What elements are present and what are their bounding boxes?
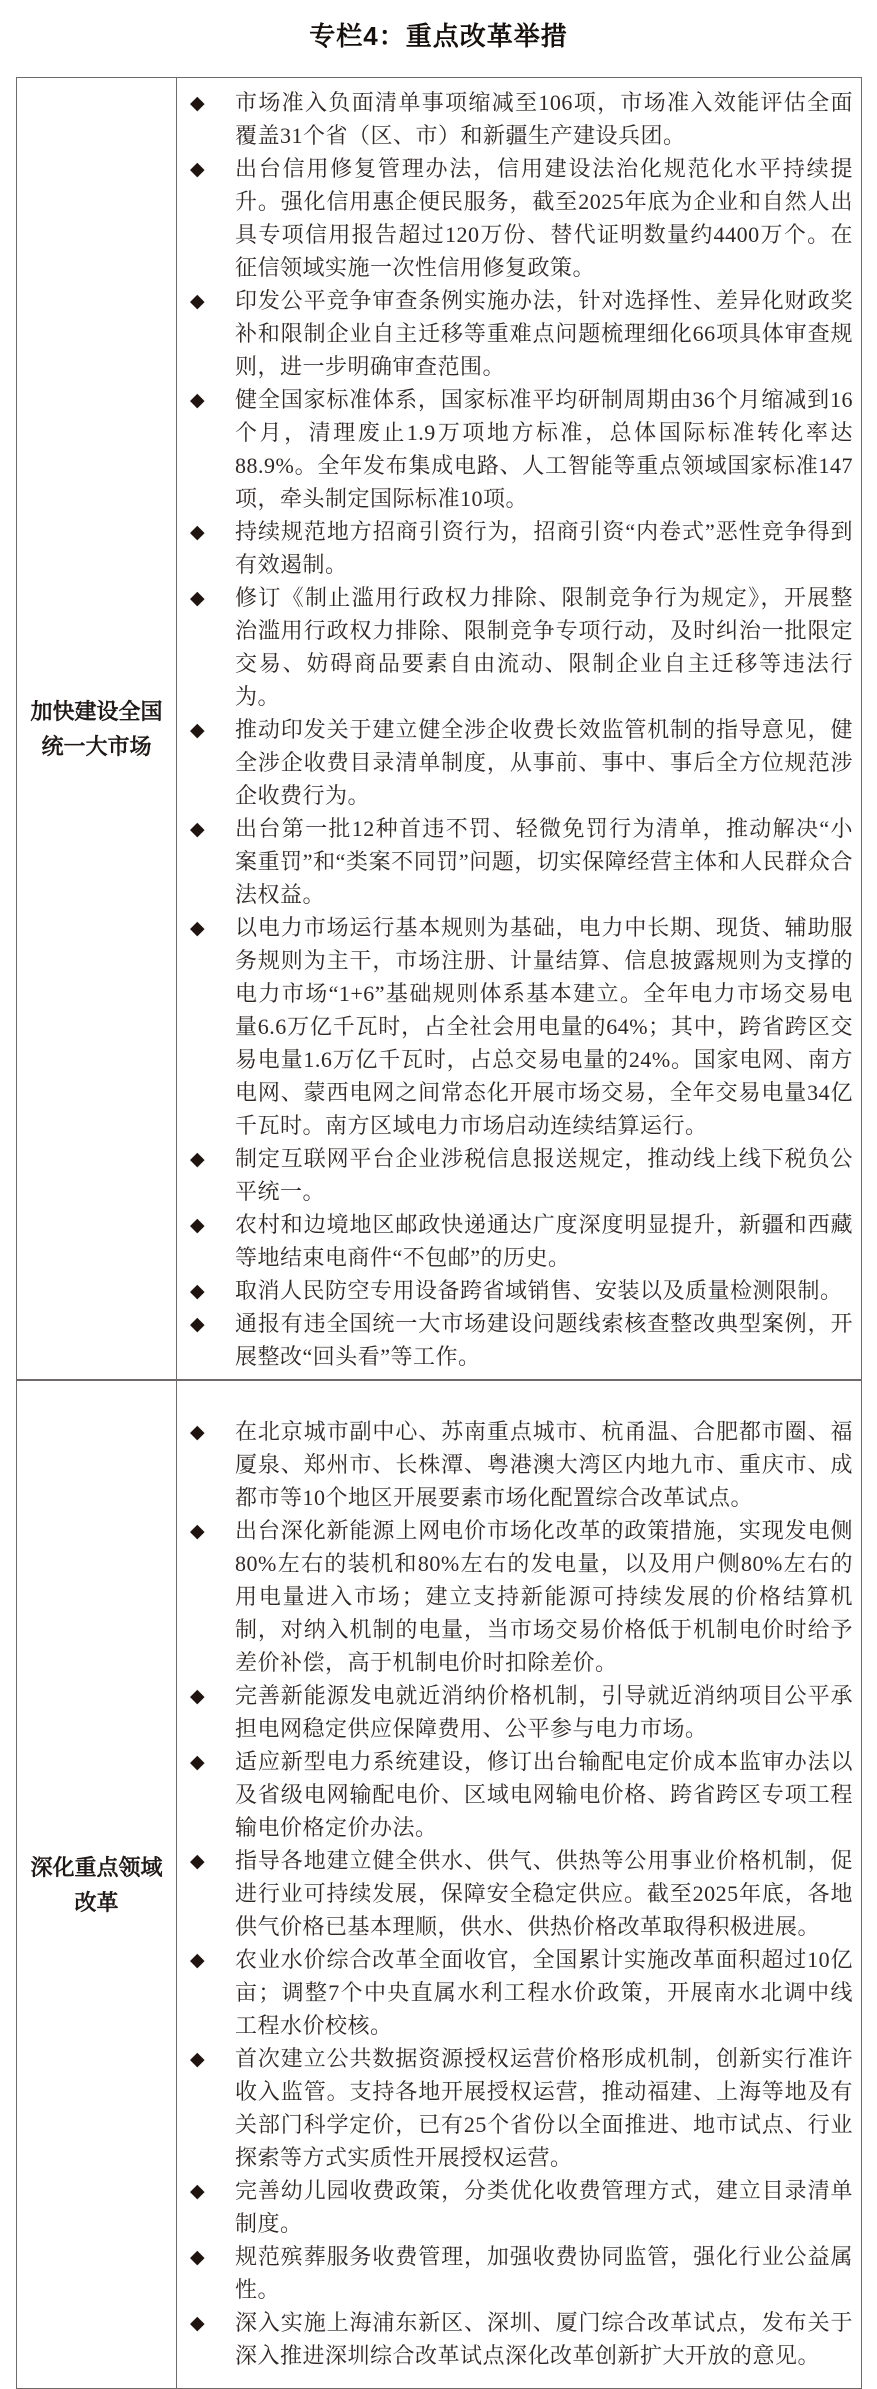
- measure-item: [177, 812, 853, 911]
- measure-item: [177, 2240, 853, 2306]
- measure-text: 完善幼儿园收费政策，分类优化收费管理方式，建立目录清单制度。: [235, 2178, 853, 2236]
- measure-item: [177, 1142, 853, 1208]
- measure-item: [177, 383, 853, 515]
- measure-text: 推动印发关于建立健全涉企收费长效监管机制的指导意见，健全涉企收费目录清单制度，从事前、事中、事后全方位规范涉企收费行为。: [235, 717, 853, 808]
- row-header-label: 加快建设全国统一大市场: [30, 698, 163, 759]
- measure-item: [177, 1679, 853, 1745]
- measure-text: 规范殡葬服务收费管理，加强收费协同监管，强化行业公益属性。: [235, 2244, 853, 2302]
- row-header-key-areas: [17, 1381, 177, 2388]
- diamond-bullet-icon: ◆: [190, 1949, 205, 1971]
- measure-item: [177, 1274, 853, 1307]
- measure-item: [177, 581, 853, 713]
- measure-text: 取消人民防空专用设备跨省域销售、安装以及质量检测限制。: [235, 1278, 843, 1303]
- diamond-bullet-icon: ◆: [190, 1751, 205, 1773]
- measure-item: [177, 86, 853, 152]
- page-title: 专栏4：重点改革举措: [309, 21, 568, 51]
- measure-text: 深入实施上海浦东新区、深圳、厦门综合改革试点，发布关于深入推进深圳综合改革试点深化改革创新扩大开放的意见。: [235, 2310, 853, 2368]
- table-row-unified-market: [17, 78, 861, 1379]
- measure-text: 出台信用修复管理办法，信用建设法治化规范化水平持续提升。强化信用惠企便民服务，截至2025年底为企业和自然人出具专项信用报告超过120万份、替代证明数量约4400万个。在征信领域实施一次性信用修复政策。: [235, 156, 853, 280]
- measure-text: 市场准入负面清单事项缩减至106项，市场准入效能评估全面覆盖31个省（区、市）和新疆生产建设兵团。: [235, 90, 853, 148]
- measure-text: 农业水价综合改革全面收官，全国累计实施改革面积超过10亿亩；调整7个中央直属水利工程水价政策，开展南水北调中线工程水价校核。: [235, 1947, 853, 2038]
- measure-text: 出台深化新能源上网电价市场化改革的政策措施，实现发电侧80%左右的装机和80%左右的发电量，以及用户侧80%左右的用电量进入市场；建立支持新能源可持续发展的价格结算机制，对纳入机制的电量，当市场交易价格低于机制电价时给予差价补偿，高于机制电价时扣除差价。: [235, 1518, 853, 1675]
- measure-item: [177, 1745, 853, 1844]
- row-header-unified-market: [17, 78, 177, 1379]
- diamond-bullet-icon: ◆: [190, 1280, 205, 1302]
- measure-text: 适应新型电力系统建设，修订出台输配电定价成本监审办法以及省级电网输配电价、区域电网输电价格、跨省跨区专项工程输电价格定价办法。: [235, 1749, 853, 1840]
- diamond-bullet-icon: ◆: [190, 917, 205, 939]
- measures-cell-key-areas: [177, 1381, 861, 2388]
- measure-text: 持续规范地方招商引资行为，招商引资“内卷式”恶性竞争得到有效遏制。: [235, 519, 853, 577]
- diamond-bullet-icon: ◆: [190, 1421, 205, 1443]
- measure-item: [177, 1307, 853, 1373]
- measure-item: [177, 911, 853, 1142]
- measure-text: 首次建立公共数据资源授权运营价格形成机制，创新实行准许收入监管。支持各地开展授权运营，推动福建、上海等地及有关部门科学定价，已有25个省份以全面推进、地市试点、行业探索等方式实质性开展授权运营。: [235, 2046, 853, 2170]
- diamond-bullet-icon: ◆: [190, 1148, 205, 1170]
- diamond-bullet-icon: ◆: [190, 158, 205, 180]
- diamond-bullet-icon: ◆: [190, 1685, 205, 1707]
- diamond-bullet-icon: ◆: [190, 290, 205, 312]
- measure-list: [177, 1415, 853, 2372]
- measure-text: 完善新能源发电就近消纳价格机制，引导就近消纳项目公平承担电网稳定供应保障费用、公平参与电力市场。: [235, 1683, 853, 1741]
- measure-text: 印发公平竞争审查条例实施办法，针对选择性、差异化财政奖补和限制企业自主迁移等重难点问题梳理细化66项具体审查规则，进一步明确审查范围。: [235, 288, 853, 379]
- measure-text: 制定互联网平台企业涉税信息报送规定，推动线上线下税负公平统一。: [235, 1146, 853, 1204]
- diamond-bullet-icon: ◆: [190, 1313, 205, 1335]
- measure-item: [177, 284, 853, 383]
- measure-text: 出台第一批12种首违不罚、轻微免罚行为清单，推动解决“小案重罚”和“类案不同罚”问题，切实保障经营主体和人民群众合法权益。: [235, 816, 853, 907]
- measure-text: 通报有违全国统一大市场建设问题线索核查整改典型案例，开展整改“回头看”等工作。: [235, 1311, 853, 1369]
- measure-item: [177, 1844, 853, 1943]
- measure-item: [177, 1514, 853, 1679]
- diamond-bullet-icon: ◆: [190, 2180, 205, 2202]
- measure-item: [177, 152, 853, 284]
- diamond-bullet-icon: ◆: [190, 1520, 205, 1542]
- diamond-bullet-icon: ◆: [190, 2246, 205, 2268]
- measure-text: 在北京城市副中心、苏南重点城市、杭甬温、合肥都市圈、福厦泉、郑州市、长株潭、粤港澳大湾区内地九市、重庆市、成都市等10个地区开展要素市场化配置综合改革试点。: [235, 1419, 853, 1510]
- diamond-bullet-icon: ◆: [190, 92, 205, 114]
- row-header-label: 深化重点领域改革: [30, 1854, 163, 1915]
- diamond-bullet-icon: ◆: [190, 587, 205, 609]
- measure-text: 健全国家标准体系，国家标准平均研制周期由36个月缩减到16个月，清理废止1.9万项地方标准，总体国际标准转化率达88.9%。全年发布集成电路、人工智能等重点领域国家标准147项，牵头制定国际标准10项。: [235, 387, 853, 511]
- measure-item: [177, 2042, 853, 2174]
- diamond-bullet-icon: ◆: [190, 818, 205, 840]
- measure-text: 农村和边境地区邮政快递通达广度深度明显提升，新疆和西藏等地结束电商件“不包邮”的历史。: [235, 1212, 853, 1270]
- measure-item: [177, 1208, 853, 1274]
- measure-item: [177, 1415, 853, 1514]
- measure-list: [177, 86, 853, 1373]
- measure-text: 修订《制止滥用行政权力排除、限制竞争行为规定》，开展整治滥用行政权力排除、限制竞争专项行动，及时纠治一批限定交易、妨碍商品要素自由流动、限制企业自主迁移等违法行为。: [235, 585, 853, 709]
- measure-item: [177, 713, 853, 812]
- diamond-bullet-icon: ◆: [190, 1214, 205, 1236]
- measure-item: [177, 2306, 853, 2372]
- measure-item: [177, 2174, 853, 2240]
- diamond-bullet-icon: ◆: [190, 521, 205, 543]
- measure-item: [177, 1943, 853, 2042]
- diamond-bullet-icon: ◆: [190, 389, 205, 411]
- table-row-key-areas: [17, 1379, 861, 2388]
- diamond-bullet-icon: ◆: [190, 2048, 205, 2070]
- measures-cell-unified-market: [177, 78, 861, 1379]
- diamond-bullet-icon: ◆: [190, 2312, 205, 2334]
- measure-text: 以电力市场运行基本规则为基础，电力中长期、现货、辅助服务规则为主干，市场注册、计量结算、信息披露规则为支撑的电力市场“1+6”基础规则体系基本建立。全年电力市场交易电量6.6万亿千瓦时，占全社会用电量的64%；其中，跨省跨区交易电量1.6万亿千瓦时，占总交易电量的24%。国家电网、南方电网、蒙西电网之间常态化开展市场交易，全年交易电量34亿千瓦时。南方区域电力市场启动连续结算运行。: [235, 915, 853, 1138]
- diamond-bullet-icon: ◆: [190, 719, 205, 741]
- reform-measures-table: [16, 77, 862, 2389]
- measure-text: 指导各地建立健全供水、供气、供热等公用事业价格机制，促进行业可持续发展，保障安全稳定供应。截至2025年底，各地供气价格已基本理顺，供水、供热价格改革取得积极进展。: [235, 1848, 853, 1939]
- diamond-bullet-icon: ◆: [190, 1850, 205, 1872]
- measure-item: [177, 515, 853, 581]
